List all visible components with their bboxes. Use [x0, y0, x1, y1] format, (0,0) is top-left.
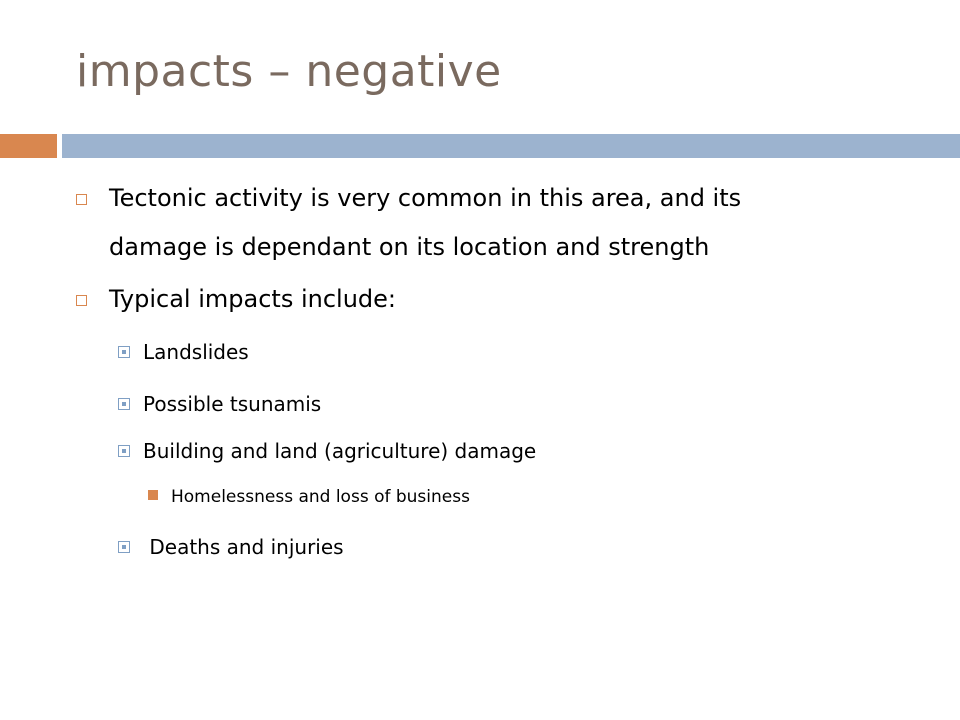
square-dot-bullet-icon — [118, 445, 130, 457]
filled-square-bullet-icon — [148, 490, 158, 500]
square-bullet-icon — [76, 194, 87, 205]
sub-bullet-text: Building and land (agriculture) damage — [143, 439, 537, 463]
sub-bullet-text: Landslides — [143, 340, 249, 364]
accent-bar-orange — [0, 134, 57, 158]
accent-bar-blue — [62, 134, 960, 158]
bullet-text-line: Tectonic activity is very common in this area, and its — [109, 184, 742, 212]
square-dot-bullet-icon — [118, 541, 130, 553]
square-bullet-icon — [76, 295, 87, 306]
square-dot-bullet-icon — [118, 398, 130, 410]
sub-sub-bullet-text: Homelessness and loss of business — [171, 487, 470, 507]
slide-title: impacts – negative — [76, 46, 502, 97]
bullet-text-line: Typical impacts include: — [109, 285, 396, 313]
square-dot-bullet-icon — [118, 346, 130, 358]
sub-bullet-text: Deaths and injuries — [143, 535, 344, 559]
sub-bullet-text: Possible tsunamis — [143, 392, 322, 416]
bullet-text-line: damage is dependant on its location and strength — [109, 233, 710, 261]
